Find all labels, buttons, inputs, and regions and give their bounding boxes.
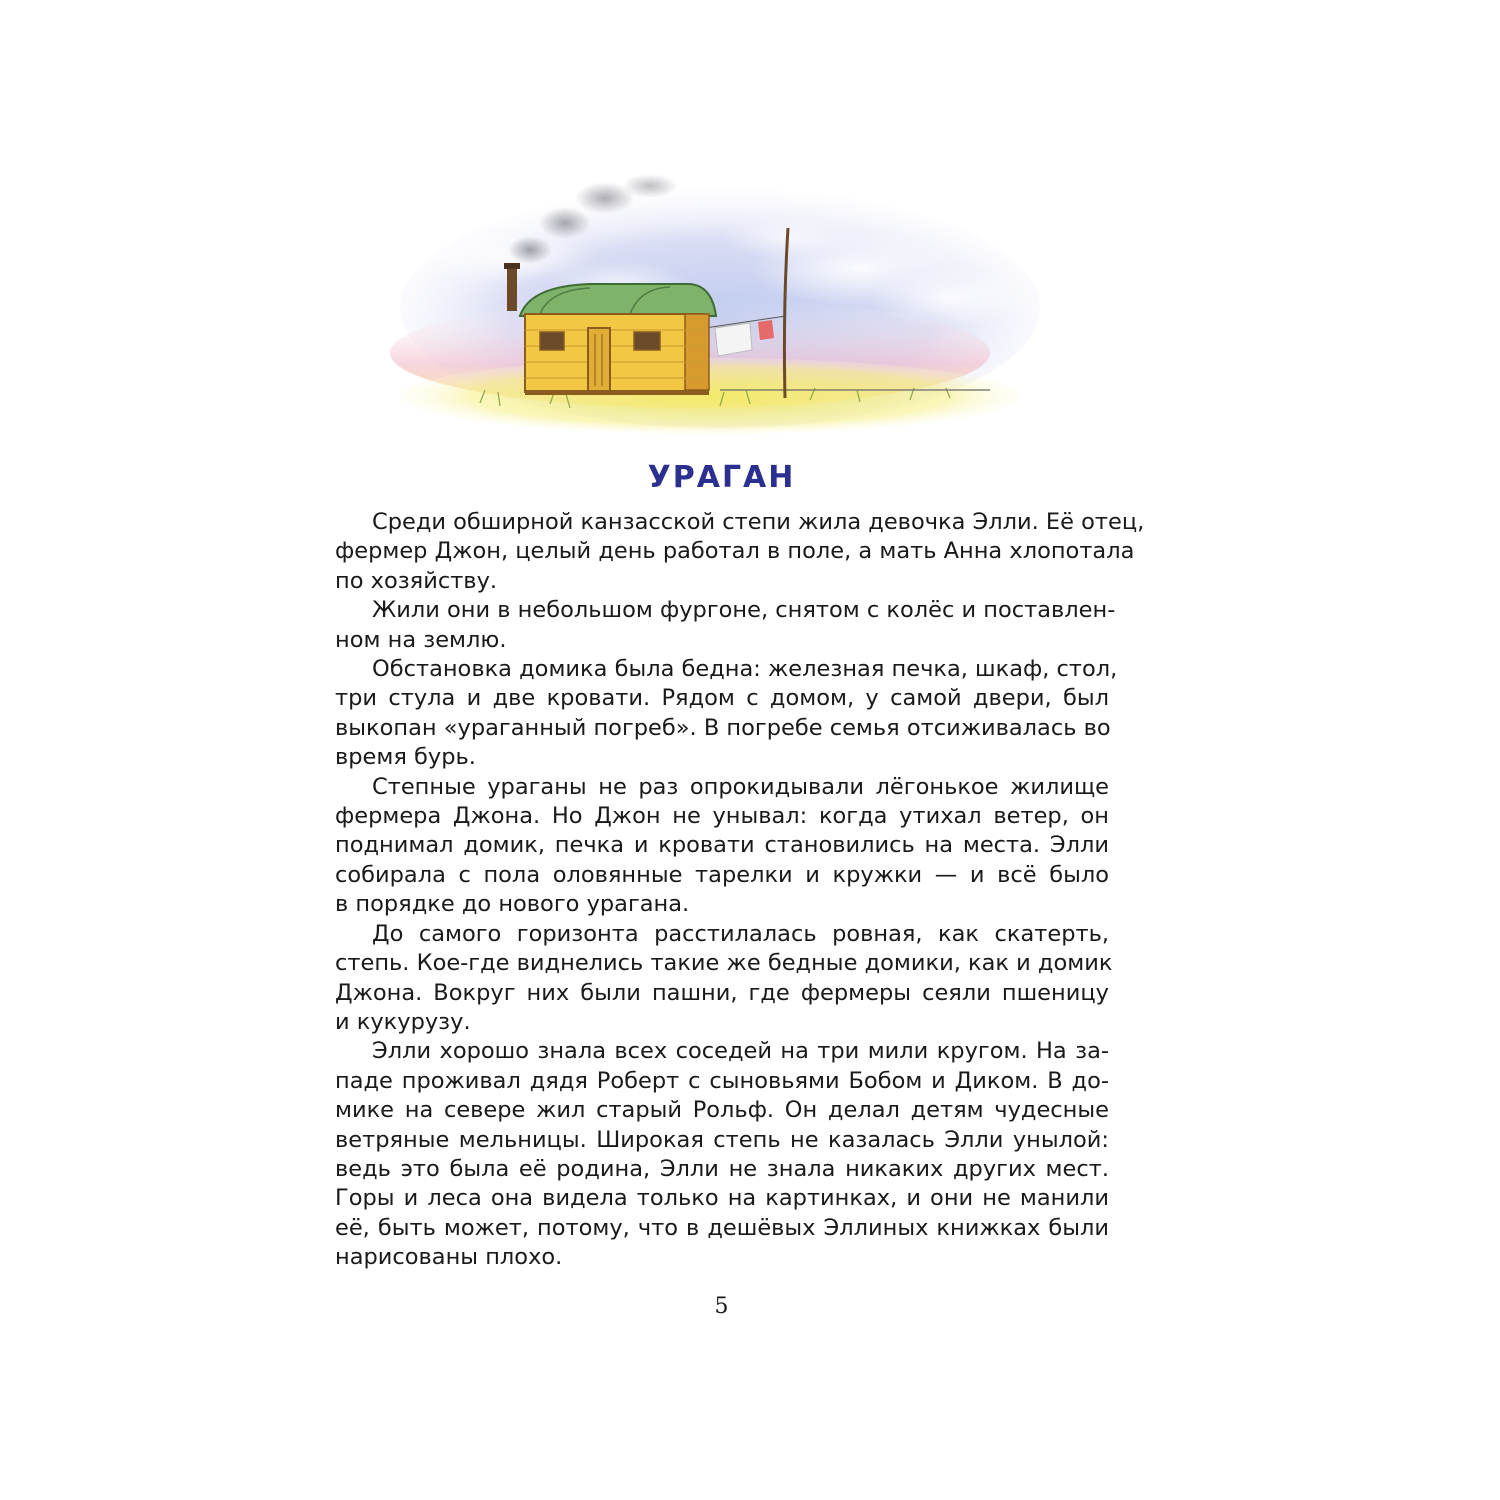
paragraph xyxy=(335,596,1116,655)
text-line: в порядке до нового урагана. xyxy=(335,891,690,918)
text-line: нарисованы плохо. xyxy=(335,1244,563,1271)
text-line: степь. Кое-где виднелись такие же бедные домики, как и домик xyxy=(335,950,1113,977)
paragraph xyxy=(335,508,1145,596)
text-line: ведь это была её родина, Элли не знала никаких других мест. xyxy=(335,1155,1109,1182)
text-line: по хозяйству. xyxy=(335,567,498,594)
text-line: ветряные мельницы. Широкая степь не казалась Элли унылой: xyxy=(335,1126,1109,1153)
text-line: Степные ураганы не раз опрокидывали лёгонькое жилище xyxy=(372,773,1109,800)
text-line: собирала с пола оловянные тарелки и кружки — и всё было xyxy=(335,861,1109,888)
text-line: Горы и леса она видела только на картинках, и они не манили xyxy=(335,1185,1109,1212)
text-line: Элли хорошо знала всех соседей на три мили кругом. На за- xyxy=(372,1038,1109,1065)
story-text xyxy=(335,508,1145,1273)
text-line: мике на севере жил старый Рольф. Он делал детям чудесные xyxy=(335,1097,1109,1124)
text-line: Джона. Вокруг них были пашни, где фермеры сеяли пшеницу xyxy=(335,979,1109,1006)
paragraph xyxy=(335,1037,1109,1272)
text-line: выкопан «ураганный погреб». В погребе семья отсиживалась во xyxy=(335,714,1111,741)
text-line: Жили они в небольшом фургоне, снятом с колёс и поставлен- xyxy=(372,597,1116,624)
text-line: Среди обширной канзасской степи жила девочка Элли. Её отец, xyxy=(372,509,1145,535)
text-line: До самого горизонта расстилалась ровная, как скатерть, xyxy=(372,920,1109,947)
page-number: 5 xyxy=(714,1294,729,1319)
chapter-title: УРАГАН xyxy=(647,460,796,496)
text-line: и кукурузу. xyxy=(335,1008,471,1035)
text-line: Обстановка домика была бедна: железная печка, шкаф, стол, xyxy=(372,656,1118,683)
hanging-laundry-red xyxy=(758,320,774,340)
hanging-laundry-white xyxy=(715,323,752,356)
text-line: время бурь. xyxy=(335,744,476,771)
text-line: её, быть может, потому, что в дешёвых Эллиных книжках были xyxy=(335,1214,1109,1241)
text-line: поднимал домик, печка и кровати становились на места. Элли xyxy=(335,832,1109,859)
text-line: паде проживал дядя Роберт с сыновьями Бобом и Диком. В до- xyxy=(335,1067,1109,1094)
text-line: три стула и две кровати. Рядом с домом, у самой двери, был xyxy=(335,685,1109,712)
text-line: ном на землю. xyxy=(335,626,507,653)
prairie-wagon-house-illustration xyxy=(390,168,1040,436)
text-line: фермера Джона. Но Джон не унывал: когда утихал ветер, он xyxy=(335,803,1109,830)
paragraph xyxy=(335,920,1113,1038)
prairie-ground xyxy=(400,358,1020,434)
text-line: фермер Джон, целый день работал в поле, а мать Анна хлопотала xyxy=(335,538,1135,565)
paragraph xyxy=(335,773,1109,920)
paragraph xyxy=(335,655,1118,773)
